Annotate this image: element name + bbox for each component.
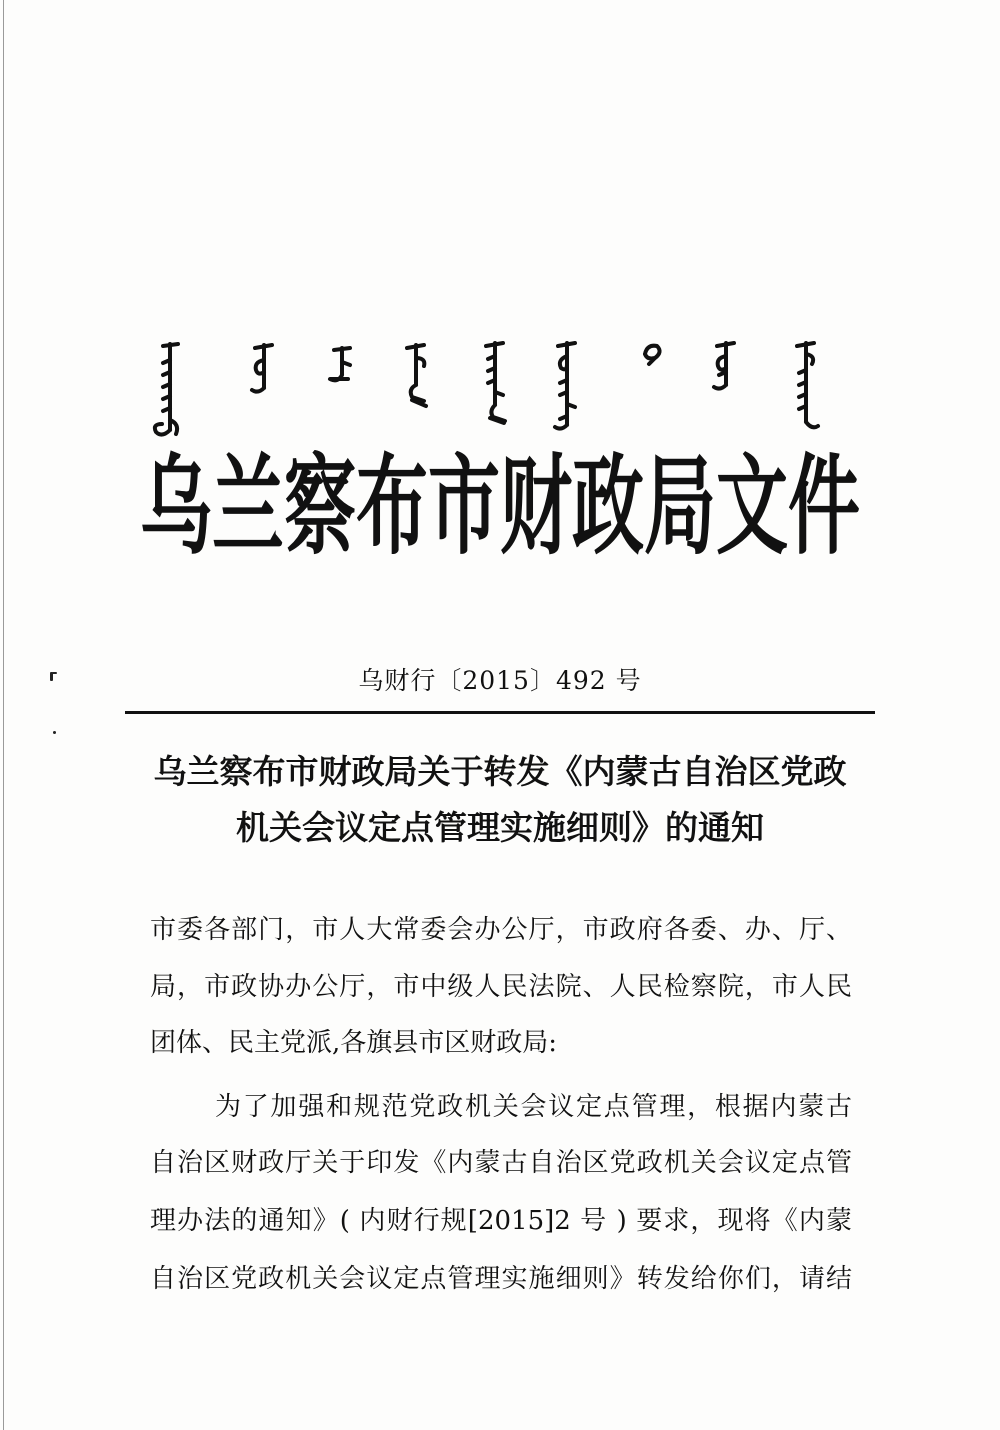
scan-mark	[53, 731, 56, 734]
mongolian-word	[714, 343, 734, 389]
document-number: 乌财行〔2015〕492 号	[358, 666, 642, 695]
document-title: 乌兰察布市财政局文件	[139, 441, 860, 569]
scan-mark	[52, 672, 57, 674]
mongolian-word	[486, 343, 505, 423]
body-text-line: 理办法的通知》( 内财行规[2015]2 号 ) 要求，现将《内蒙	[150, 1206, 852, 1236]
body-text-line: 团体、民主党派,各旗县市区财政局:	[150, 1028, 558, 1058]
notice-title-line: 乌兰察布市财政局关于转发《内蒙古自治区党政	[153, 752, 847, 791]
body-text-line: 自治区财政厅关于印发《内蒙古自治区党政机关会议定点管	[150, 1148, 852, 1178]
mongolian-script-header	[0, 330, 1000, 450]
mongolian-word	[555, 343, 575, 429]
body-text-line: 局，市政协办公厅，市中级人民法院、人民检察院，市人民	[150, 972, 852, 1002]
mongolian-word	[252, 345, 272, 392]
mongolian-word	[407, 345, 426, 406]
body-text-line: 自治区党政机关会议定点管理实施细则》转发给你们，请结	[150, 1264, 852, 1294]
notice-title	[0, 744, 1000, 856]
mongolian-word	[797, 343, 818, 427]
mongolian-word	[645, 346, 660, 364]
mongolian-word	[330, 348, 350, 380]
notice-title-line: 机关会议定点管理实施细则》的通知	[236, 808, 764, 847]
header-divider-rule	[125, 711, 875, 714]
scan-page-edge	[3, 0, 4, 1430]
body-text-line: 为了加强和规范党政机关会议定点管理，根据内蒙古	[215, 1092, 852, 1122]
body-text-line: 市委各部门，市人大常委会办公厅，市政府各委、办、厅、	[150, 915, 852, 945]
mongolian-word	[155, 344, 178, 435]
